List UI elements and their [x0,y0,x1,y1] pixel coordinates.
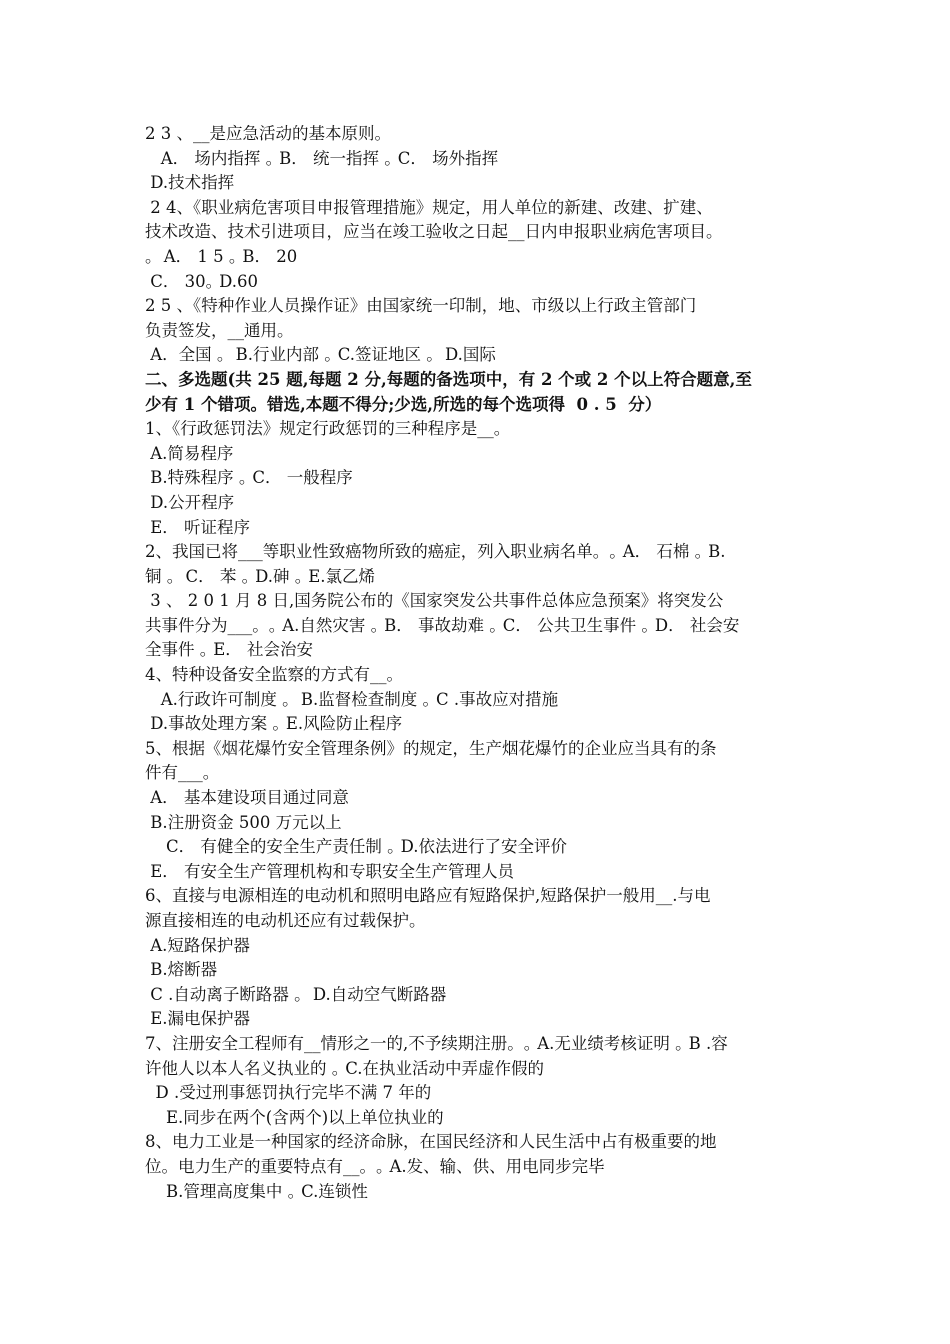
text-line: B.熔断器 [145,960,218,980]
text-line: E． 有安全生产管理机构和专职安全生产管理人员 [145,861,515,881]
text-line: 2 3 、__是应急活动的基本原则。 [145,124,391,143]
text-line: 2 5 、《特种作业人员操作证》由国家统一印制，地、市级以上行政主管部门 [145,296,697,316]
text-line: E.同步在两个(含两个)以上单位执业的 [145,1107,444,1127]
section-heading-line: 二、多选题(共 25 题,每题 2 分,每题的备选项中，有 2 个或 2 个以上符合题意,至 [145,369,752,389]
text-line: C .自动离子断路器 ｡ D.自动空气断路器 [145,984,447,1004]
text-line: 许他人以本人名义执业的 ｡ C.在执业活动中弄虚作假的 [145,1058,545,1078]
text-line: A.简易程序 [145,443,234,463]
text-line: 铜 ｡ C． 苯 ｡ D.砷 ｡ E.氯乙烯 [145,566,376,586]
text-line: C． 有健全的安全生产责任制 ｡ D.依法进行了安全评价 [145,837,567,857]
text-line: 8、电力工业是一种国家的经济命脉，在国民经济和人民生活中占有极重要的地 [145,1132,717,1152]
text-line: D.事故处理方案 ｡ E.风险防止程序 [145,714,403,734]
text-line: 2 4、《职业病危害项目申报管理措施》规定，用人单位的新建、改建、扩建、 [145,197,713,217]
text-line: E． 听证程序 [145,517,251,537]
text-line: 源直接相连的电动机还应有过载保护。 [145,911,426,930]
text-line: 2、我国已将___等职业性致癌物所致的癌症，列入职业病名单。｡ A． 石棉 ｡ B. [145,542,726,562]
text-line: E.漏电保护器 [145,1009,251,1029]
document-body [145,122,825,1204]
text-line: B.特殊程序 ｡ C． 一般程序 [145,468,353,488]
text-line: D .受过刑事惩罚执行完毕不满 7 年的 [145,1083,432,1103]
text-line: 全事件 ｡ E． 社会治安 [145,640,314,660]
text-line: 7、注册安全工程师有__情形之一的,不予续期注册。｡ A.无业绩考核证明 ｡ B .容 [145,1033,728,1053]
text-line: D.技术指挥 [145,173,235,193]
text-line: 技术改造、技术引进项目，应当在竣工验收之日起__日内申报职业病危害项目。 [145,222,723,242]
text-line: ｡ A． 1 5 ｡ B． 20 [145,246,298,266]
text-line: 5、根据《烟花爆竹安全管理条例》的规定，生产烟花爆竹的企业应当具有的条 [145,738,717,758]
text-line: A． 基本建设项目通过同意 [145,788,349,808]
text-line: 4、特种设备安全监察的方式有__。 [145,665,403,685]
text-line: A． 场内指挥 ｡ B． 统一指挥 ｡ C． 场外指挥 [145,148,499,168]
text-line: 共事件分为___。｡ A.自然灾害 ｡ B． 事故劫难 ｡ C． 公共卫生事件 ｡ D． 社会安 [145,615,740,635]
section-heading-line: 少有 1 个错项。错选,本题不得分;少选,所选的每个选项得 0 . 5 分） [145,394,662,414]
text-line: 负责签发，__通用。 [145,320,294,340]
text-line: B.注册资金 500 万元以上 [145,812,342,832]
text-line: B.管理高度集中 ｡ C.连锁性 [145,1181,368,1201]
text-line: 件有___。 [145,763,220,783]
text-line: A．全国 ｡ B.行业内部 ｡ C.签证地区 ｡ D.国际 [145,345,496,365]
text-line: A.行政许可制度 ｡ B.监督检查制度 ｡ C .事故应对措施 [145,689,559,709]
text-line: C． 30｡ D.60 [145,271,258,291]
text-line: 6、直接与电源相连的电动机和照明电路应有短路保护,短路保护一般用__.与电 [145,886,711,906]
text-line: 1、《行政惩罚法》规定行政惩罚的三种程序是__。 [145,419,511,439]
text-line: 位。电力生产的重要特点有__。｡ A.发、输、供、用电同步完毕 [145,1156,605,1176]
text-line: 3 、 2 0 1 月 8 日,国务院公布的《国家突发公共事件总体应急预案》将突发公 [145,591,724,611]
text-line: D.公开程序 [145,492,235,512]
text-line: A.短路保护器 [145,935,250,955]
